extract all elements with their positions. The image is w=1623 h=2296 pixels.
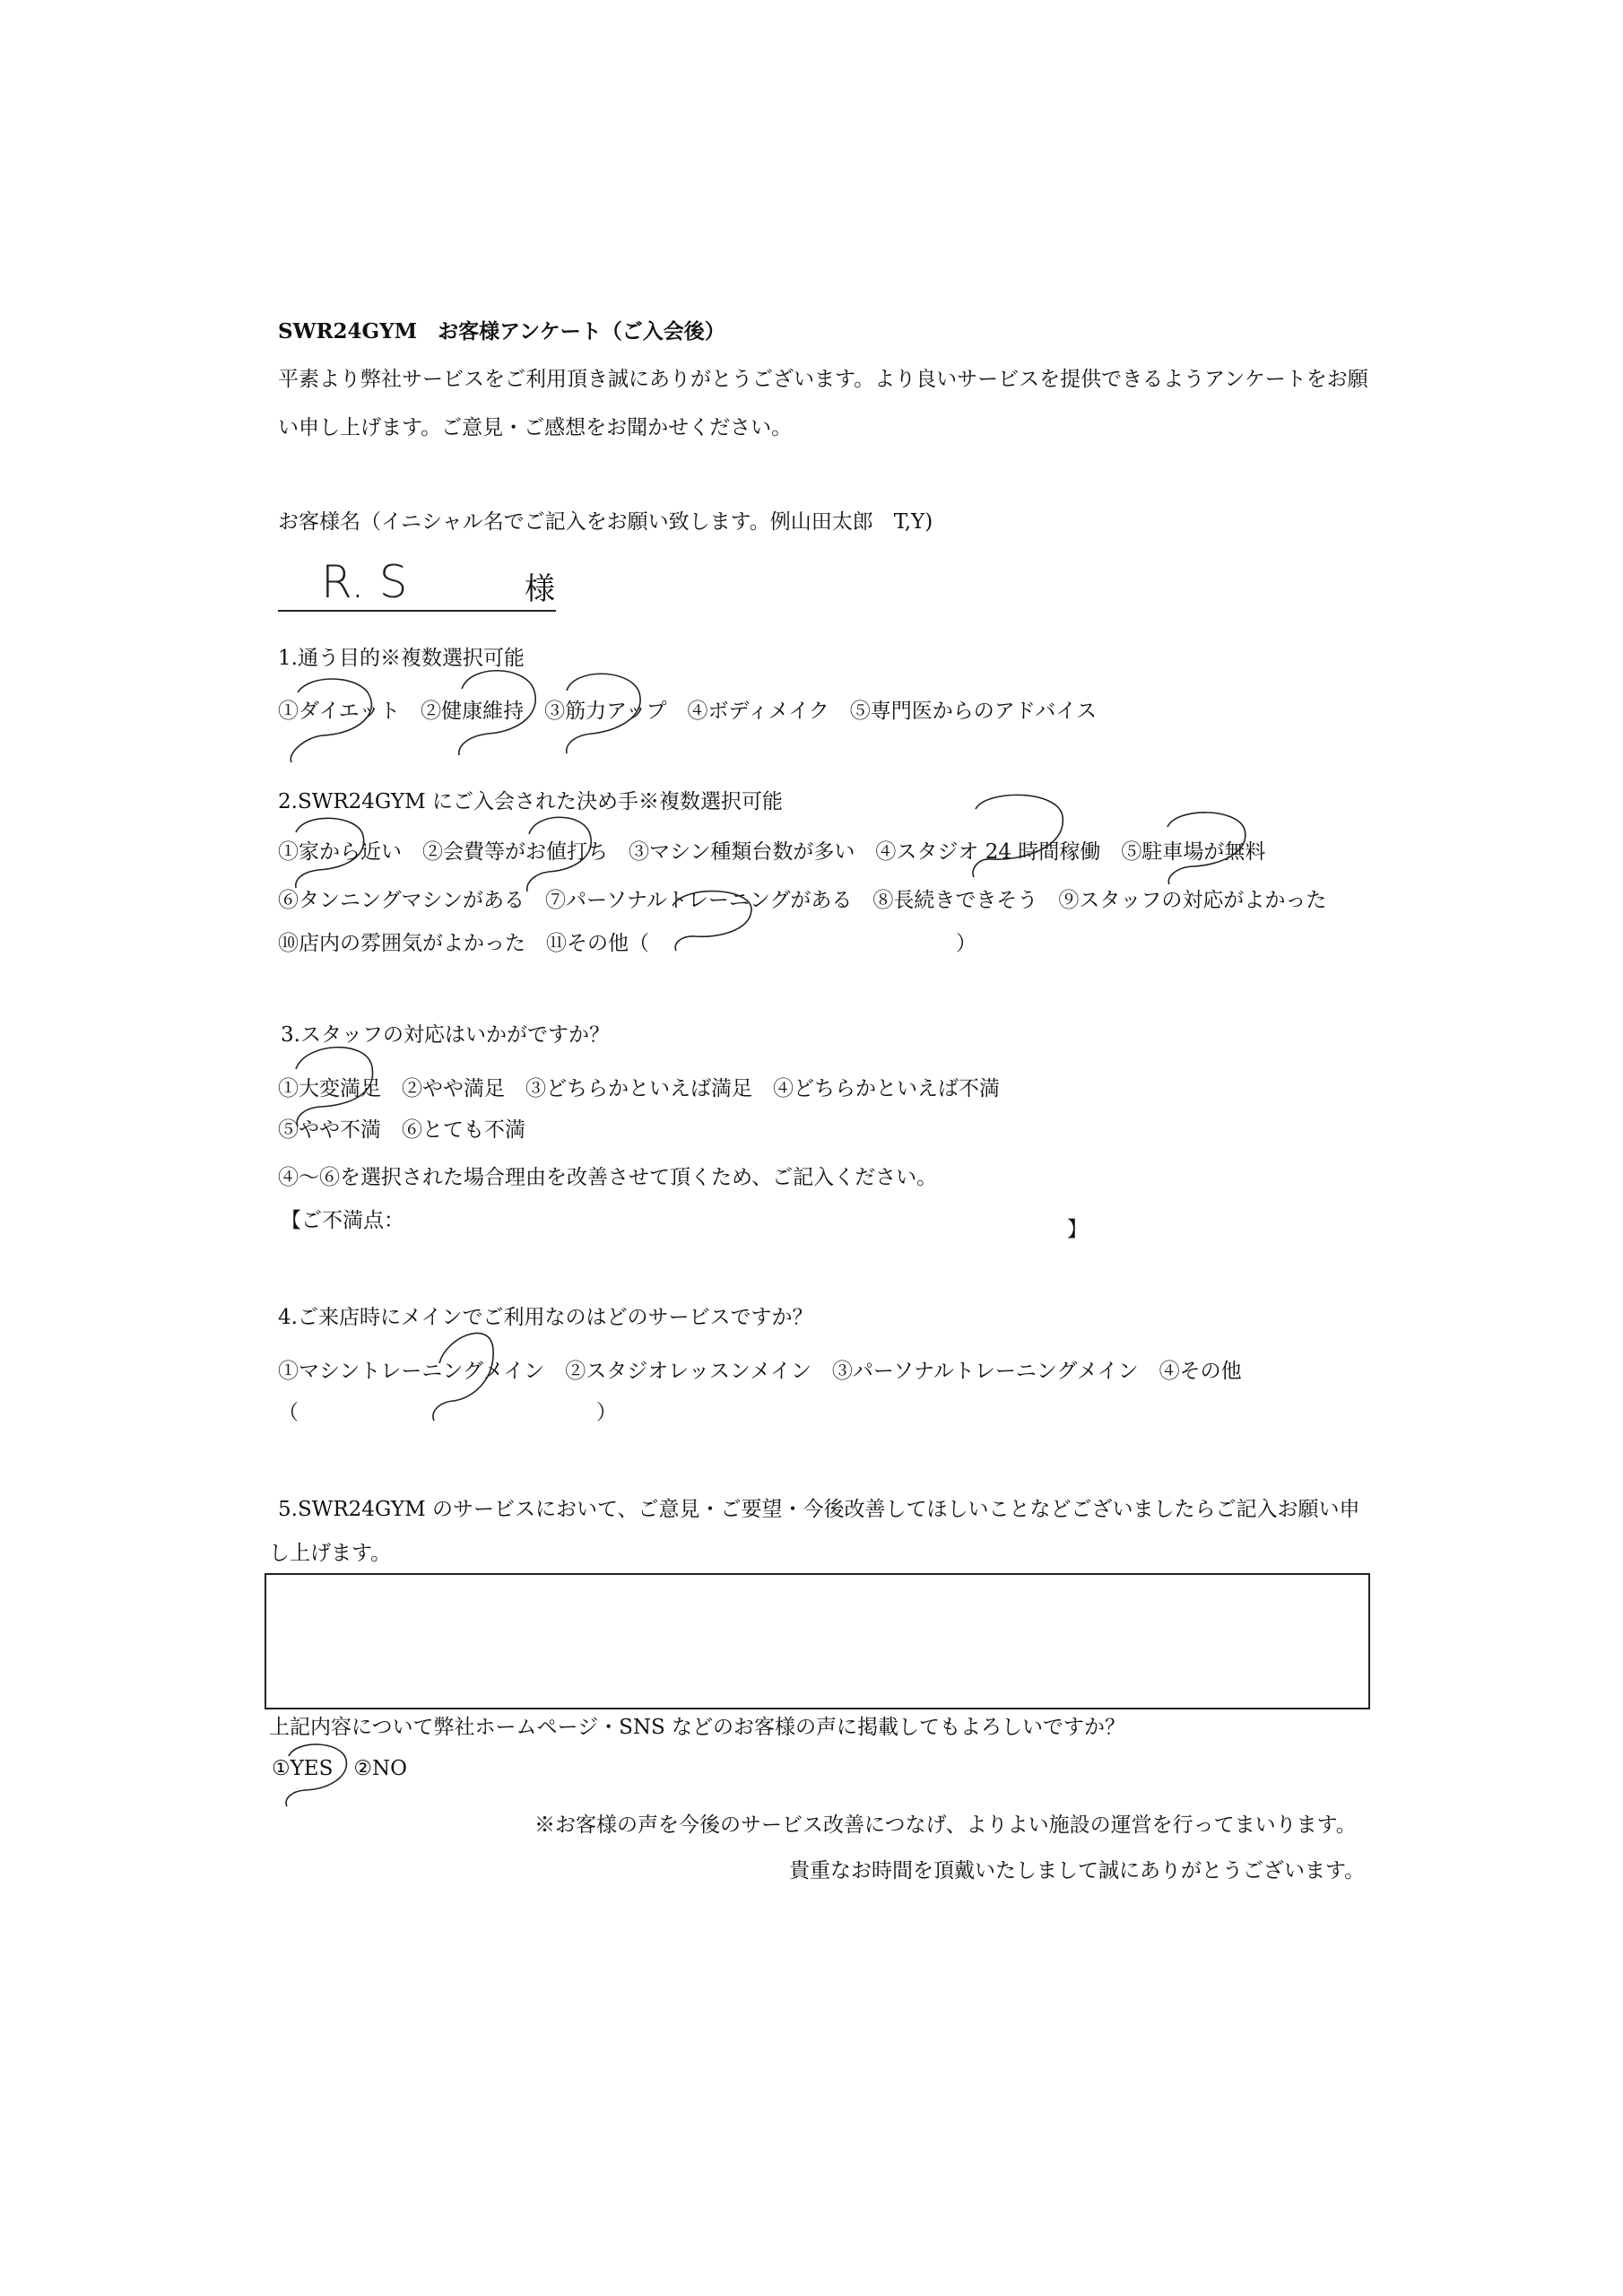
survey-title: SWR24GYM お客様アンケート（ご入会後） bbox=[278, 319, 725, 344]
q4-other-open: （ bbox=[278, 1401, 299, 1424]
q2-question: 2.SWR24GYM にご入会された決め手※複数選択可能 bbox=[278, 790, 783, 813]
q2-options-line1: ①家から近い ②会費等がお値打ち ③マシン種類台数が多い ④スタジオ 24 時間稼働 ⑤駐車場が無料 bbox=[278, 840, 1266, 864]
q2-options-line3: ⑩店内の雰囲気がよかった ⑪その他（ bbox=[278, 932, 649, 955]
q5-answer-box[interactable] bbox=[265, 1573, 1370, 1709]
footer-note-line2: 貴重なお時間を頂戴いたしまして誠にありがとうございます。 bbox=[789, 1859, 1366, 1883]
q5-question-line1: 5.SWR24GYM のサービスにおいて、ご意見・ご要望・今後改善してほしいことなどございましたらご記入お願い申 bbox=[278, 1498, 1360, 1521]
honorific-sama: 様 bbox=[525, 571, 555, 607]
q3-question: 3.スタッフの対応はいかがですか？ bbox=[281, 1023, 610, 1047]
q3-options-line2: ⑤やや不満 ⑥とても不満 bbox=[278, 1118, 525, 1142]
circle-mark-24h bbox=[973, 795, 1063, 877]
q2-other-close: ） bbox=[956, 932, 976, 955]
footer-note-line1: ※お客様の声を今後のサービス改善につなげ、よりよい施設の運営を行ってまいります。 bbox=[534, 1813, 1357, 1837]
q3-complaint-open: 【ご不満点： bbox=[281, 1209, 404, 1232]
q5-question-line2: し上げます。 bbox=[269, 1542, 392, 1565]
publish-question: 上記内容について弊社ホームページ・SNS などのお客様の声に掲載してもよろしいですか？ bbox=[269, 1716, 1126, 1739]
q2-options-line2: ⑥タンニングマシンがある ⑦パーソナルトレーニングがある ⑧長続きできそう ⑨スタッフの対応がよかった bbox=[278, 889, 1327, 912]
q3-complaint-close: 】 bbox=[1067, 1218, 1088, 1241]
q1-options: ①ダイエット ②健康維持 ③筋力アップ ④ボディメイク ⑤専門医からのアドバイス bbox=[278, 700, 1098, 723]
q4-question: 4.ご来店時にメインでご利用なのはどのサービスですか？ bbox=[278, 1306, 813, 1329]
customer-name-handwritten: R. S bbox=[321, 556, 408, 608]
intro-text-line1: 平素より弊社サービスをご利用頂き誠にありがとうございます。より良いサービスを提供できるようアンケートをお願 bbox=[278, 368, 1368, 391]
q3-options-line1: ①大変満足 ②やや満足 ③どちらかといえば満足 ④どちらかといえば不満 bbox=[278, 1077, 1000, 1100]
publish-options: ①YES ②NO bbox=[272, 1757, 407, 1780]
intro-text-line2: い申し上げます。ご意見・ご感想をお聞かせください。 bbox=[278, 416, 793, 439]
q1-question: 1.通う目的※複数選択可能 bbox=[278, 647, 525, 670]
q3-note: ④～⑥を選択された場合理由を改善させて頂くため、ご記入ください。 bbox=[278, 1166, 938, 1189]
q4-options: ①マシントレーニングメイン ②スタジオレッスンメイン ③パーソナルトレーニングメイン ④その他 bbox=[278, 1360, 1242, 1383]
q4-other-close: ） bbox=[596, 1401, 617, 1424]
name-underline bbox=[278, 610, 556, 612]
customer-name-label: お客様名（イニシャル名でご記入をお願い致します。例山田太郎 T,Y) bbox=[278, 510, 933, 534]
